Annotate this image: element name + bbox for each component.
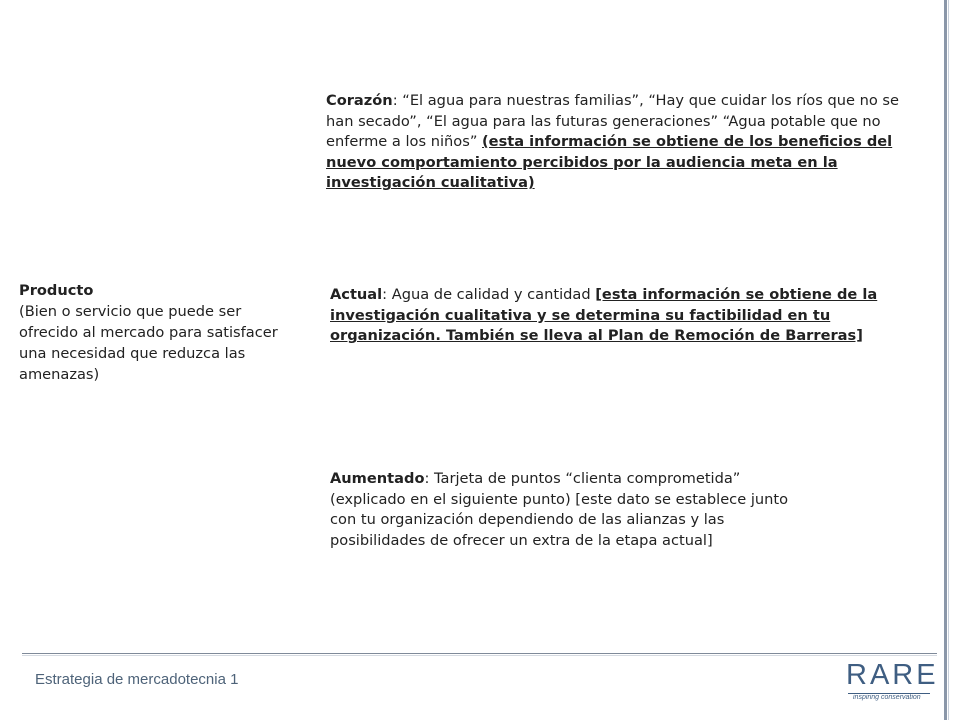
rare-logo [834,659,939,707]
footer-divider [22,653,937,654]
footer-divider-shade [22,655,937,656]
right-edge-rule-thin [948,0,949,720]
logo-wordmark: RARE [846,659,939,691]
footer-title: Estrategia de mercadotecnia 1 [35,671,239,688]
right-edge-rule [944,0,947,720]
producto-description: (Bien o servicio que puede ser ofrecido al mercado para satisfacer una necesidad que reduzca las amenazas) [19,303,278,383]
corazon-note: (esta información se obtiene de los beneficios del nuevo comportamiento percibidos por la audiencia meta en la investigación cualitativa) [326,133,893,192]
actual-body: : Agua de calidad y cantidad [382,286,596,303]
actual-note: [esta información se obtiene de la investigación cualitativa y se determina su factibilidad en tu organización. También se lleva al Plan de Remoción de Barreras] [330,286,878,345]
corazon-block [326,91,926,194]
aumentado-body: : Tarjeta de puntos “clienta comprometida” (explicado en el siguiente punto) [este dato se establece junto con tu organización dependiendo de las alianzas y las posibilidades de ofrecer un extra de la etapa actual] [330,470,789,549]
aumentado-label: Aumentado [330,470,425,487]
corazon-body: : “El agua para nuestras familias”, “Hay que cuidar los ríos que no se han secado”, “El agua para las futuras generaciones” “Agua potable que no enferme a los niños” [326,92,899,151]
actual-label: Actual [330,286,383,303]
actual-block [330,285,890,347]
producto-block [19,280,281,385]
aumentado-block [330,469,800,551]
logo-tagline: inspiring conservation [853,694,921,701]
corazon-label: Corazón [326,92,393,109]
producto-title: Producto [19,282,94,299]
